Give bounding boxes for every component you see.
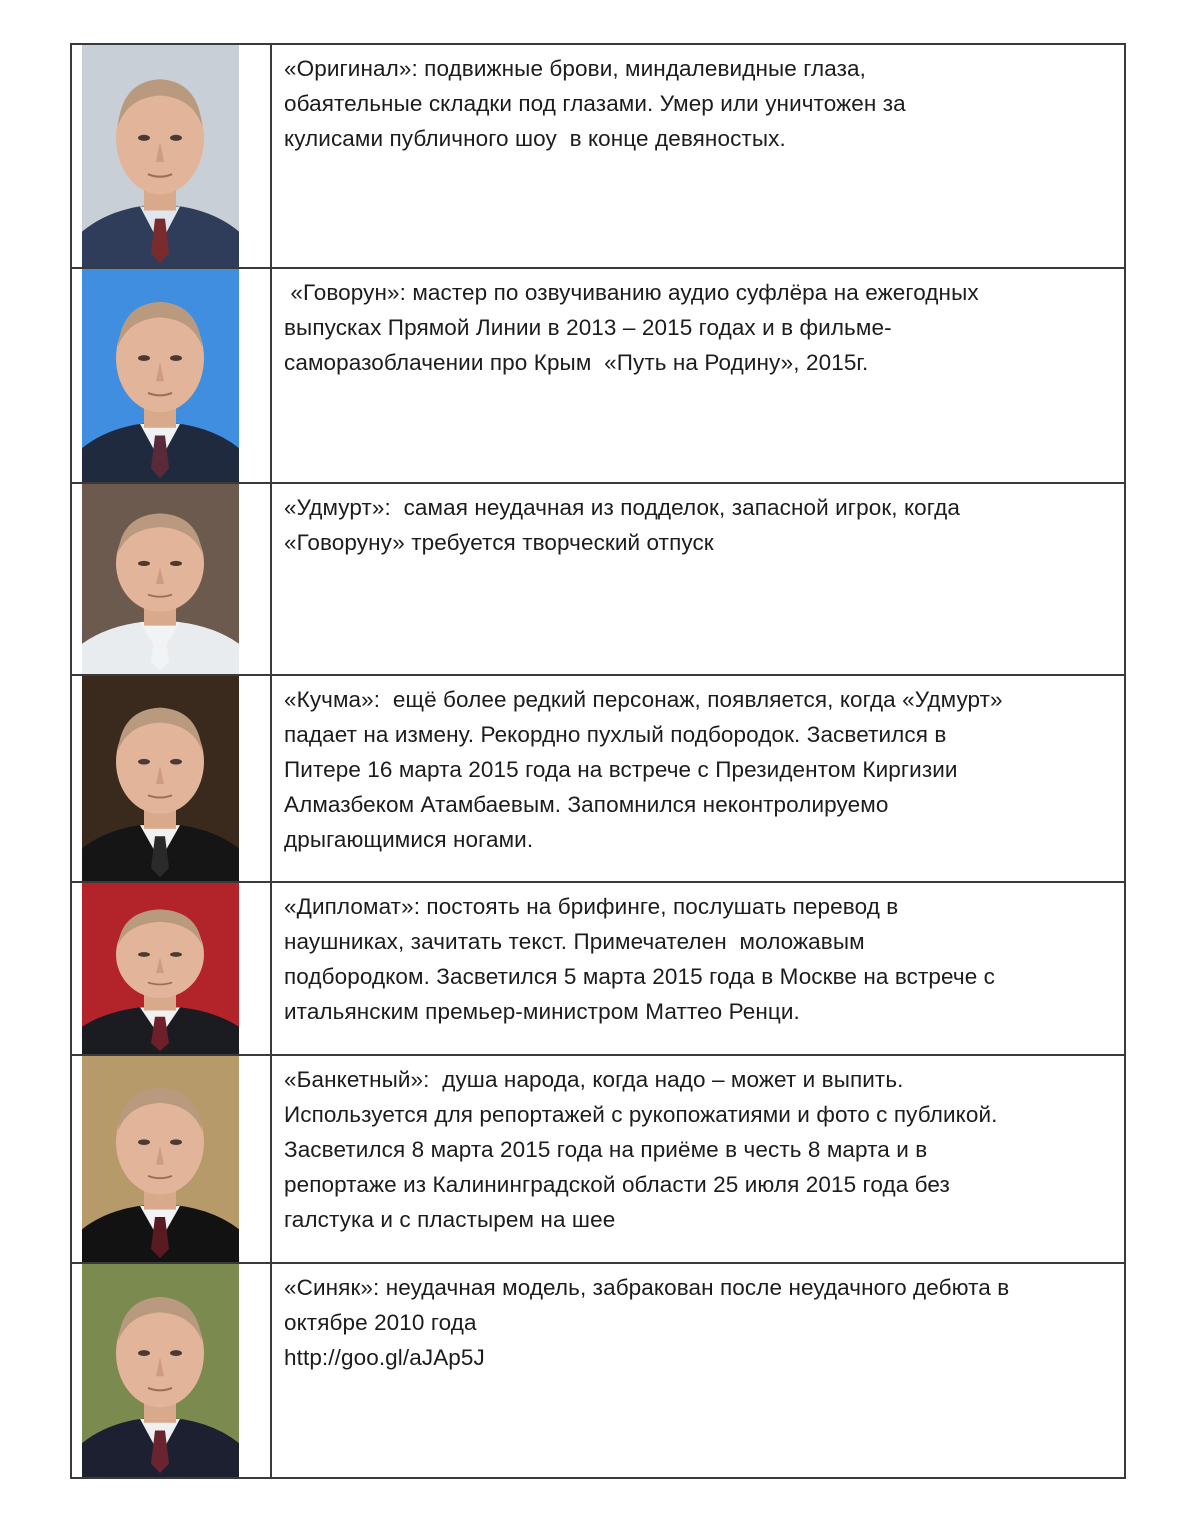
table-row [72, 1262, 1124, 1477]
description-text: «Банкетный»: душа народа, когда надо – может и выпить. Используется для репортажей с рукопожатиями и фото с публикой. Засветился 8 марта 2015 года на приёме в честь 8 марта и в репортаже из Калининградской области 25 июля 2015 года без галстука и с пластырем на шее [284, 1067, 998, 1232]
photo-cell [72, 1264, 272, 1477]
description-text: «Дипломат»: постоять на брифинге, послушать перевод в наушниках, зачитать текст. Примечателен моложавым подбородком. Засветился 5 марта 2015 года в Москве на встрече с итальянским премьер-министром Маттео Ренци. [284, 894, 996, 1024]
table-row [72, 45, 1124, 267]
description-text: «Удмурт»: самая неудачная из подделок, запасной игрок, когда «Говоруну» требуется творческий отпуск [284, 495, 960, 555]
table-row [72, 267, 1124, 482]
portrait-photo [82, 269, 239, 482]
description-cell [284, 490, 1112, 560]
description-cell [284, 275, 1112, 380]
photo-cell [72, 1056, 272, 1262]
portrait-photo [82, 883, 239, 1054]
table-row [72, 482, 1124, 674]
portrait-photo [82, 676, 239, 881]
table-row [72, 1054, 1124, 1262]
description-cell [284, 1270, 1112, 1375]
description-text: «Кучма»: ещё более редкий персонаж, появляется, когда «Удмурт» падает на измену. Рекордно пухлый подбородок. Засветился в Питере 16 марта 2015 года на встрече с Президентом Киргизии Алмазбеком Атамбаевым. Запомнился неконтролируемо дрыгающимися ногами. [284, 687, 1003, 852]
description-cell [284, 889, 1112, 1029]
portrait-photo [82, 1264, 239, 1477]
description-text: «Говорун»: мастер по озвучиванию аудио суфлёра на ежегодных выпусках Прямой Линии в 2013 – 2015 годах и в фильме- саморазоблачении про Крым «Путь на Родину», 2015г. [284, 280, 979, 375]
table-row [72, 881, 1124, 1054]
description-cell [284, 1062, 1112, 1237]
description-text: «Синяк»: неудачная модель, забракован после неудачного дебюта в октябре 2010 года http://goo.gl/aJAp5J [284, 1275, 1010, 1370]
table-row [72, 674, 1124, 881]
photo-cell [72, 676, 272, 881]
photo-cell [72, 269, 272, 482]
description-cell [284, 682, 1112, 857]
comparison-table [70, 43, 1126, 1479]
portrait-photo [82, 1056, 239, 1262]
description-text: «Оригинал»: подвижные брови, миндалевидные глаза, обаятельные складки под глазами. Умер или уничтожен за кулисами публичного шоу в конце девяностых. [284, 56, 906, 151]
portrait-photo [82, 45, 239, 267]
photo-cell [72, 484, 272, 674]
description-cell [284, 51, 1112, 156]
photo-cell [72, 45, 272, 267]
photo-cell [72, 883, 272, 1054]
portrait-photo [82, 484, 239, 674]
